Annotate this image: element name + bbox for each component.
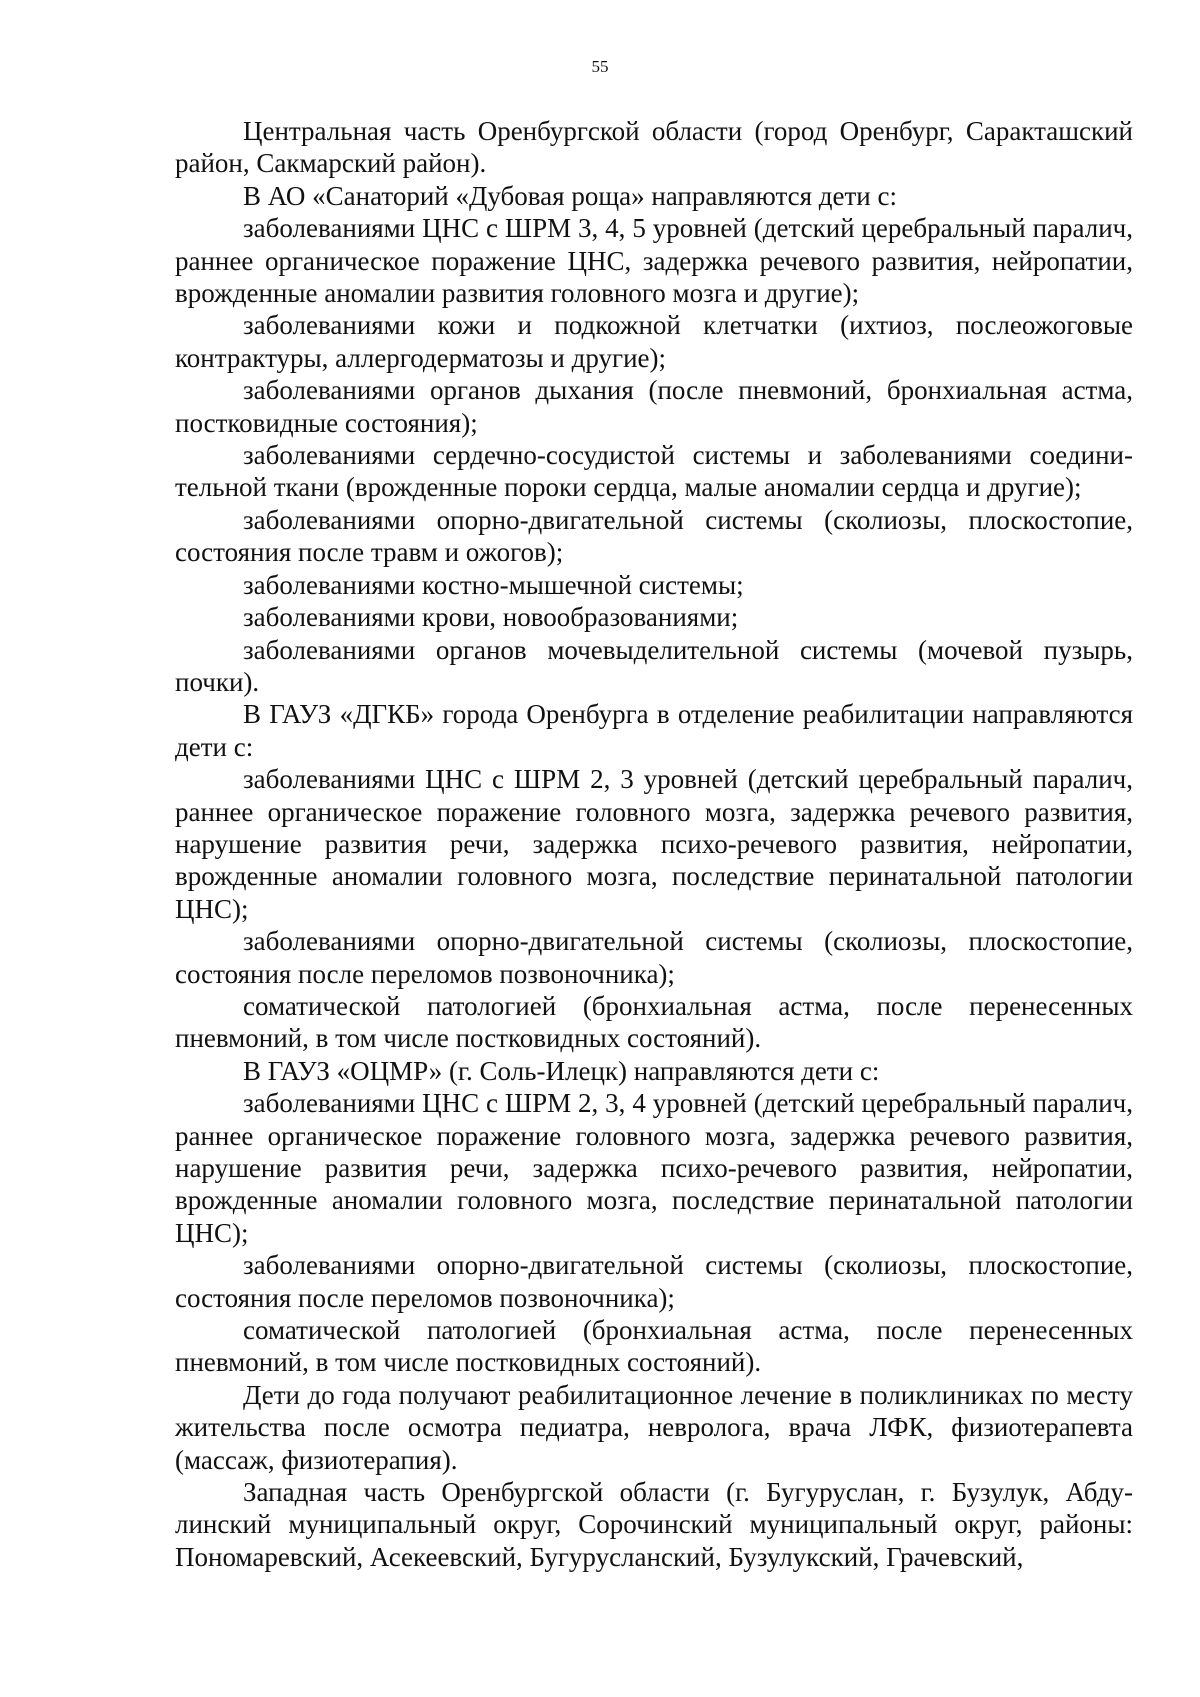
paragraph: заболеваниями крови, новообразованиями; [243, 602, 739, 633]
paragraph: В ГАУЗ «ОЦМР» (г. Соль-Илецк) направляются дети с: [243, 1055, 880, 1086]
paragraph: заболеваниями ЦНС с ШРМ 2, 3 уровней (детский церебральный паралич, раннее органическое поражение головного мозга, задержка речевого развития, нарушение развития речи, задержка психо-речевого развития, нейропатии, врожденные аномалии головного мозга, последствие перинатальной патологии ЦНС); [175, 764, 1133, 924]
document-body [175, 115, 1133, 1573]
paragraph: заболеваниями ЦНС с ШРМ 2, 3, 4 уровней (детский церебральный паралич, раннее органическое поражение головного мозга, задержка речевого развития, нарушение развития речи, задержка психо-речевого развития, нейропатии, врожденные аномалии головного мозга, последствие перинатальной патологии ЦНС); [175, 1088, 1133, 1248]
paragraph: заболеваниями опорно-двигательной системы (сколиозы, плоскостопие, состояния после переломов позвоночника); [175, 926, 1133, 989]
paragraph: заболеваниями органов дыхания (после пневмоний, бронхиальная астма, постковидные состояния); [175, 375, 1133, 438]
paragraph: заболеваниями опорно-двигательной системы (сколиозы, плоскостопие, состояния после переломов позвоночника); [175, 1250, 1133, 1313]
paragraph: заболеваниями костно-мышечной системы; [243, 569, 744, 600]
paragraph: заболеваниями органов мочевыделительной системы (мочевой пузырь, почки). [175, 634, 1133, 697]
paragraph: заболеваниями ЦНС с ШРМ 3, 4, 5 уровней (детский церебральный паралич, раннее органическое поражение ЦНС, задержка речевого развития, нейропатии, врожденные аномалии развития головного мозга и другие); [175, 213, 1133, 309]
paragraph: В АО «Санаторий «Дубовая роща» направляются дети с: [243, 180, 897, 211]
paragraph: В ГАУЗ «ДГКБ» города Оренбурга в отделение реабилитации направляются дети с: [175, 699, 1133, 762]
paragraph: заболеваниями сердечно-сосудистой системы и заболеваниями соединительной ткани (врожденные пороки сердца, малые аномалии сердца и другие); [175, 440, 1133, 503]
paragraph: соматической патологией (бронхиальная астма, после перенесенных пневмоний, в том числе постковидных состояний). [175, 990, 1133, 1054]
paragraph: Западная часть Оренбургской области (г. Бугуруслан, г. Бузулук, Абдулинский муниципальный округ, Сорочинский муниципальный округ, районы: Пономаревский, Асекеевский, Бугурусланский, Бузулукский, Грачевский, [175, 1477, 1133, 1572]
page-number: 55 [591, 57, 609, 76]
paragraph: заболеваниями опорно-двигательной системы (сколиозы, плоскостопие, состояния после травм и ожогов); [175, 504, 1133, 568]
paragraph: Центральная часть Оренбургской области (город Оренбург, Саракташский район, Сакмарский район). [175, 116, 1133, 179]
paragraph: заболеваниями кожи и подкожной клетчатки (ихтиоз, послеожоговые контрактуры, аллергодерматозы и другие); [175, 310, 1133, 373]
paragraph: Дети до года получают реабилитационное лечение в поликлиниках по месту жительства после осмотра педиатра, невролога, врача ЛФК, физиотерапевта (массаж, физиотерапия). [175, 1379, 1133, 1475]
paragraph: соматической патологией (бронхиальная астма, после перенесенных пневмоний, в том числе постковидных состояний). [175, 1315, 1133, 1378]
